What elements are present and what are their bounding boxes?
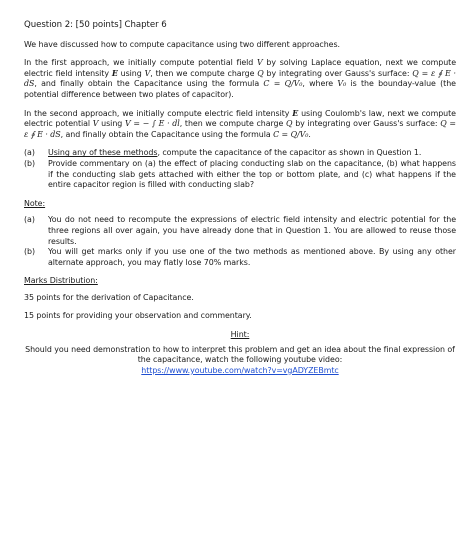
note-item-label: (a) [24, 215, 35, 225]
note-heading: Note: [24, 198, 46, 208]
hint-text: Should you need demonstration to how to interpret this problem and get an idea about the final expression of the capacitance, watch the following youtube video: [25, 344, 455, 365]
hint-heading: Hint: [230, 330, 250, 340]
note-item-text: You will get marks only if you use one of the two methods as mentioned above. By using any other alternate approach, you may flatly lose 70% marks. [48, 247, 456, 267]
p2-math-line-int: V = − ∫ E · dl [124, 119, 180, 129]
p1-math-e: E [111, 68, 118, 78]
p1-math-cap: C = Q/V₀ [263, 79, 303, 89]
note-list [24, 215, 456, 268]
p1-text-d: , then we compute charge [150, 68, 255, 78]
question-item-label: (b) [24, 158, 36, 168]
p2-text-a: In the second approach, we initially compute electric field intensity [24, 108, 290, 118]
p2-text-c: using [101, 119, 123, 129]
p1-math-q: Q [257, 68, 264, 78]
note-item-label: (b) [24, 247, 36, 257]
p1-text-h: is the bounday-value (the potential difference between two plates of capacitor). [24, 79, 456, 99]
note-item [24, 247, 456, 268]
p2-text-b: using Coulomb's law, next we compute electric potential [24, 108, 456, 129]
marks-line-commentary: 15 points for providing your observation and commentary. [24, 311, 252, 321]
question-item-text: Provide commentary on (a) the effect of placing conducting slab on the capacitance, (b) what happens if the conducting slab gets attached with either the top or bottom plate, and (c) what happens if the entire capacitor region is filled with conducting slab? [48, 158, 456, 190]
note-item-text: You do not need to recompute the expressions of electric field intensity and electric potential for the three regions all over again, you have already done that in Question 1. You are allowed to reuse those results. [48, 215, 456, 246]
question-document [24, 20, 456, 376]
p1-math-v0: V₀ [337, 79, 347, 89]
youtube-link[interactable]: https://www.youtube.com/watch?v=vgADYZEBmtc [141, 365, 339, 375]
p1-text-g: , where [302, 79, 334, 89]
second-approach-paragraph: In the second approach, we initially compute electric field intensity E using Coulomb's law, next we compute electric potential V using V = − ∫ E · dl, then we compute charge Q by integrating over Gauss's surface: Q = ε ∮ E · dS, and finally obtain the Capacitance using the formula C = Q/V₀. [24, 108, 456, 139]
question-item [24, 159, 456, 191]
p1-math-v2: V [144, 68, 151, 78]
question-item-rest: , compute the capacitance of the capacitor as shown in Question 1. [157, 148, 422, 158]
p2-text-f: , and finally obtain the Capacitance using the formula [60, 129, 271, 139]
p2-math-gauss: Q = ε ∮ E · dS [24, 119, 456, 139]
note-item [24, 215, 456, 247]
first-approach-paragraph [24, 58, 456, 100]
question-item [24, 148, 456, 159]
marks-line-derivation: 35 points for the derivation of Capacitance. [24, 292, 194, 302]
p2-math-q: Q [286, 119, 293, 129]
p1-math-gauss: Q = ε ∮ E · dS [24, 68, 456, 89]
p2-text-d: , then we compute charge [179, 119, 284, 129]
marks-heading: Marks Distribution: [24, 276, 98, 286]
intro-text: We have discussed how to compute capacitance using two different approaches. [24, 39, 340, 49]
question-item-underlined: Using any of these methods [48, 148, 158, 158]
p1-text-b: by solving Laplace equation, next we compute electric field intensity [24, 58, 456, 78]
question-item-label: (a) [24, 148, 35, 158]
question-list [24, 148, 456, 190]
p1-text-f: , and finally obtain the Capacitance using the formula [34, 79, 260, 89]
p2-math-v: V [92, 119, 99, 129]
question-title: Question 2: [50 points] Chapter 6 [24, 20, 167, 30]
p1-text-a: In the first approach, we initially compute potential field [24, 58, 254, 68]
p1-text-c: using [120, 68, 142, 78]
question-item-text [48, 148, 456, 159]
p2-text-e: by integrating over Gauss's surface: [295, 119, 438, 129]
p2-math-cap: C = Q/V₀ [273, 129, 309, 139]
p1-text-e: by integrating over Gauss's surface: [266, 68, 410, 78]
p2-math-e: E [292, 108, 299, 118]
p1-math-v: V [257, 58, 263, 68]
